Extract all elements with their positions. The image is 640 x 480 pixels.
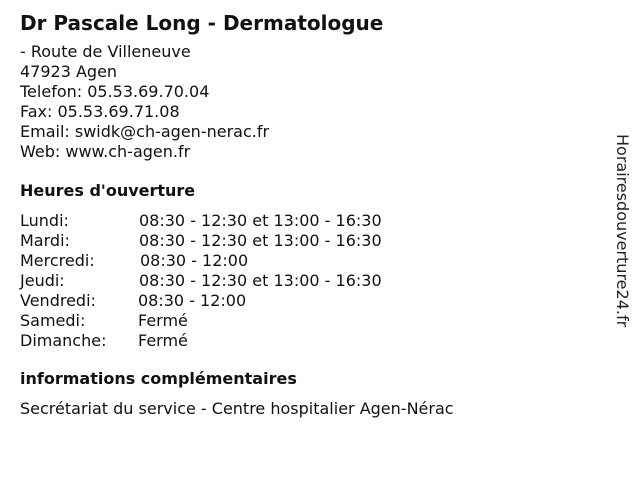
site-brand-vertical: Horairesdouverture24.fr	[613, 134, 632, 328]
time-value: 08:30 - 12:30 et 13:00 - 16:30	[139, 271, 382, 290]
day-label: Lundi:	[20, 211, 69, 230]
hours-heading: Heures d'ouverture	[20, 181, 196, 200]
email-line: Email: swidk@ch-agen-nerac.fr	[20, 122, 270, 141]
web-line: Web: www.ch-agen.fr	[20, 142, 191, 161]
day-label: Dimanche:	[20, 331, 107, 350]
time-value: 08:30 - 12:00	[140, 251, 249, 270]
time-value: Fermé	[138, 331, 188, 350]
hours-row-vendredi	[20, 291, 600, 311]
day-label: Vendredi:	[20, 291, 96, 310]
listing-card	[20, 10, 600, 419]
fax-line: Fax: 05.53.69.71.08	[20, 102, 180, 121]
hours-row-mardi	[20, 231, 600, 251]
contact-block	[20, 42, 600, 162]
listing-title: Dr Pascale Long - Dermatologue	[20, 11, 384, 35]
hours-row-jeudi	[20, 271, 600, 291]
phone-line: Telefon: 05.53.69.70.04	[20, 82, 210, 101]
time-value: 08:30 - 12:30 et 13:00 - 16:30	[139, 231, 382, 250]
hours-row-lundi	[20, 211, 600, 231]
city-line: 47923 Agen	[20, 62, 118, 81]
day-label: Mercredi:	[20, 251, 95, 270]
info-text: Secrétariat du service - Centre hospitalier Agen-Nérac	[20, 399, 454, 418]
time-value: Fermé	[138, 311, 188, 330]
day-label: Jeudi:	[20, 271, 65, 290]
hours-row-samedi	[20, 311, 600, 331]
day-label: Samedi:	[20, 311, 86, 330]
day-label: Mardi:	[20, 231, 70, 250]
time-value: 08:30 - 12:30 et 13:00 - 16:30	[139, 211, 382, 230]
hours-row-dimanche	[20, 331, 600, 351]
hours-table	[20, 211, 600, 351]
hours-row-mercredi	[20, 251, 600, 271]
address-line: - Route de Villeneuve	[20, 42, 191, 61]
info-heading: informations complémentaires	[20, 369, 297, 388]
time-value: 08:30 - 12:00	[138, 291, 247, 310]
